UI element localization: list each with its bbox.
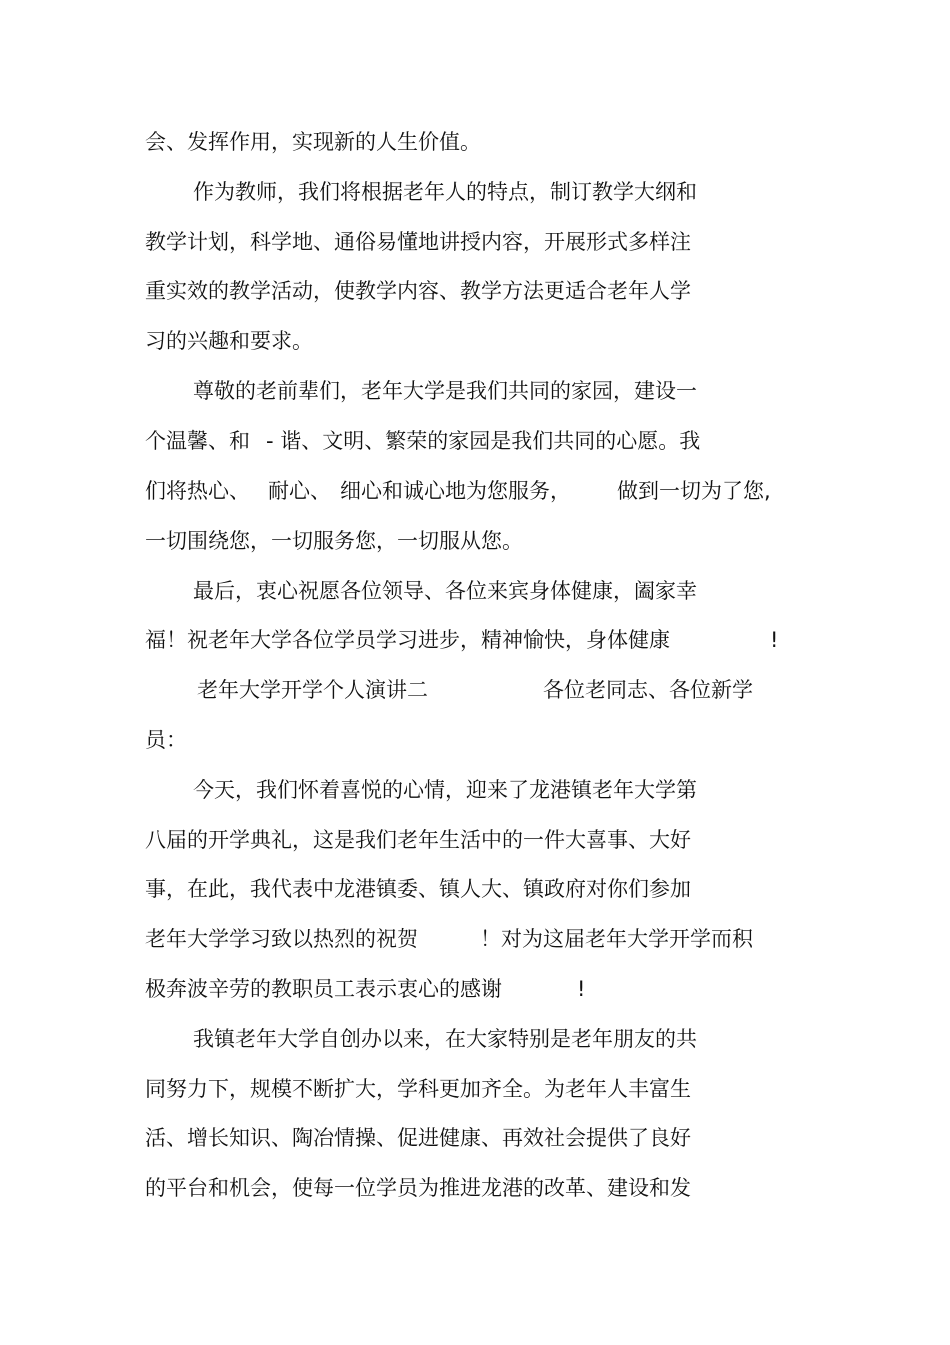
text-segment: 会、发挥作用，实现新的人生价值。 [145,130,481,154]
text-line [0,869,950,909]
text-segment: 事，在此，我代表中龙港镇委、镇人大、镇政府对你们参加 [145,877,691,901]
text-line [0,571,950,611]
text-line [0,371,950,411]
text-segment: 一切围绕您，一切服务您，一切服从您。 [145,529,523,553]
text-line [0,1019,950,1059]
text-segment: 同努力下，规模不断扩大，学科更加齐全。为老年人丰富生 [145,1077,691,1101]
text-segment: 的平台和机会，使每一位学员为推进龙港的改革、建设和发 [145,1176,691,1200]
text-segment: 最后，衷心祝愿各位领导、各位来宾身体健康，阖家幸 [193,579,697,603]
text-segment: 各位老同志、各位新学 [543,678,753,702]
text-line [0,969,950,1009]
text-line [0,222,950,262]
text-segment: 教学计划，科学地、通俗易懂地讲授内容，开展形式多样注 [145,230,691,254]
text-segment: 们将热心、 [145,479,250,503]
text-segment: 习的兴趣和要求。 [145,329,313,353]
text-segment: - 谐、文明、繁荣的家园是我们共同的心愿。我 [266,429,701,453]
text-segment: 活、增长知识、陶冶情操、促进健康、再效社会提供了良好 [145,1126,691,1150]
text-segment: 我镇老年大学自创办以来，在大家特别是老年朋友的共 [193,1027,697,1051]
text-line [0,1168,950,1208]
text-segment: 重实效的教学活动，使教学内容、教学方法更适合老年人学 [145,279,691,303]
text-line [0,421,950,461]
text-segment: 耐心、 [268,479,331,503]
text-line [0,521,950,561]
text-segment: ! [770,628,779,652]
section-heading: 老年大学开学个人演讲二 [197,678,428,702]
text-line [0,919,950,959]
text-line [0,122,950,162]
text-line [0,720,950,760]
text-line [0,471,950,511]
text-segment: 老年大学学习致以热烈的祝贺 [145,927,418,951]
text-segment: 作为教师，我们将根据老年人的特点，制订教学大纲和 [193,180,697,204]
text-segment: ！对为这届老年大学开学而积 [480,927,753,951]
text-line [0,271,950,311]
text-segment: 细心和诚心地为您服务， [340,479,571,503]
text-line [0,670,950,710]
text-line [0,1069,950,1109]
text-segment: 福！祝老年大学各位学员学习进步，精神愉快，身体健康 [145,628,670,652]
text-line [0,1118,950,1158]
text-segment: 极奔波辛劳的教职员工表示衷心的感谢 [145,977,502,1001]
text-segment: 员： [145,728,187,752]
text-segment: 个温馨、和 [145,429,250,453]
text-line [0,620,950,660]
text-line [0,820,950,860]
text-line [0,172,950,212]
text-line [0,770,950,810]
text-segment: 尊敬的老前辈们，老年大学是我们共同的家园，建设一 [193,379,697,403]
text-segment: 做到一切为了您, [617,479,771,503]
text-line [0,321,950,361]
text-segment: ! [577,977,586,1001]
text-segment: 今天，我们怀着喜悦的心情，迎来了龙港镇老年大学第 [193,778,697,802]
text-segment: 八届的开学典礼，这是我们老年生活中的一件大喜事、大好 [145,828,691,852]
